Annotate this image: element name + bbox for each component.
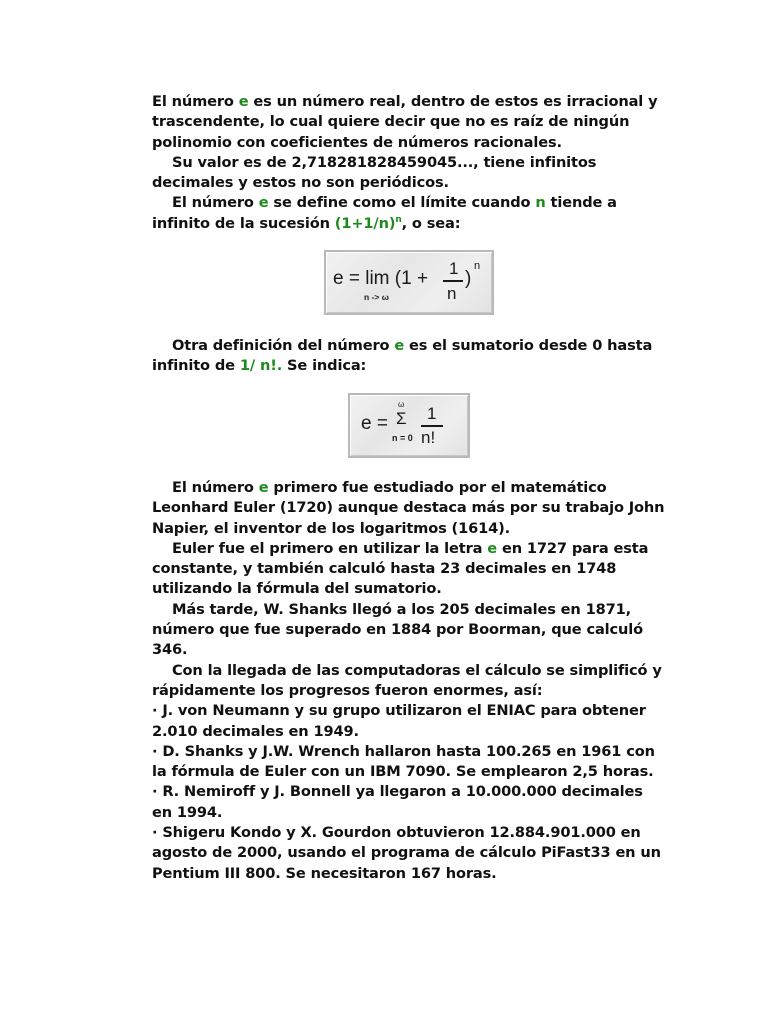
formula-lhs: e = lim (1 +	[333, 268, 429, 289]
text-line: trascendente, lo cual quiere decir que no es raíz de ningún	[152, 113, 630, 131]
fraction-denominator: n!	[421, 428, 436, 447]
text-line: El número e se define como el límite cuando n tiende a	[172, 194, 617, 212]
text-line: Napier, el inventor de los logaritmos (1614).	[152, 519, 511, 537]
list-item-continuation: agosto de 2000, usando el programa de cálculo PiFast33 en un	[152, 844, 661, 862]
formula-lhs: e =	[361, 413, 388, 434]
text-line: polinomio con coeficientes de números racionales.	[152, 133, 562, 151]
text-line: El número e es un número real, dentro de estos es irracional y	[152, 93, 658, 110]
sum-definition-section	[152, 336, 664, 377]
fraction-bar	[421, 425, 443, 427]
formula-exponent: n	[474, 260, 481, 272]
sigma-symbol: Σ	[396, 409, 407, 428]
text-line: Su valor es de 2,718281828459045..., tiene infinitos	[172, 153, 597, 171]
text-line: Otra definición del número e es el sumatorio desde 0 hasta	[172, 337, 653, 354]
list-item-continuation: 2.010 decimales en 1949.	[152, 722, 359, 740]
list-item: · J. von Neumann y su grupo utilizaron el ENIAC para obtener	[152, 702, 646, 720]
e-highlight: e	[394, 337, 405, 354]
text-line: rápidamente los progresos fueron enormes, así:	[152, 681, 543, 699]
list-item: · D. Shanks y J.W. Wrench hallaron hasta 100.265 en 1961 con	[152, 742, 655, 760]
fraction-bar	[443, 280, 463, 282]
closing-paren: )	[465, 268, 472, 289]
e-highlight: e	[238, 93, 249, 110]
limit-formula-image	[324, 250, 494, 315]
sum-formula-image	[348, 393, 470, 458]
text-line: Leonhard Euler (1720) aunque destaca más por su trabajo John	[152, 499, 665, 517]
text-line: utilizando la fórmula del sumatorio.	[152, 580, 442, 598]
text-line: 346.	[152, 641, 188, 659]
list-item-continuation: Pentium III 800. Se necesitaron 167 horas.	[152, 864, 497, 882]
sequence-highlight: $(1+1/n)^n$	[334, 214, 402, 232]
list-item-continuation: en 1994.	[152, 803, 223, 821]
factorial-highlight: 1/ n!.	[239, 357, 283, 375]
list-item: · Shigeru Kondo y X. Gourdon obtuvieron 12.884.901.000 en	[152, 824, 641, 842]
text-line: número que fue superado en 1884 por Boorman, que calculó	[152, 621, 643, 639]
fraction-numerator: 1	[449, 259, 459, 278]
text-line: infinito de la sucesión $(1+1/n)^n$, o sea:	[152, 214, 461, 232]
e-highlight: e	[258, 479, 269, 496]
limit-subscript: n -> ω	[364, 292, 389, 302]
text-line: Euler fue el primero en utilizar la letra e en 1727 para esta	[172, 539, 649, 557]
list-item-continuation: la fórmula de Euler con un IBM 7090. Se emplearon 2,5 horas.	[152, 763, 654, 781]
sum-upper-limit: ω	[398, 400, 405, 409]
sum-lower-limit: n = 0	[392, 433, 413, 443]
text-line: El número e primero fue estudiado por el matemático	[172, 479, 607, 496]
text-line: constante, y también calculó hasta 23 decimales en 1748	[152, 560, 617, 578]
intro-section	[152, 92, 664, 234]
list-item: · R. Nemiroff y J. Bonnell ya llegaron a 10.000.000 decimales	[152, 783, 643, 801]
text-line: Con la llegada de las computadoras el cálculo se simplificó y	[172, 661, 662, 679]
fraction-numerator: 1	[427, 404, 437, 423]
n-highlight: n	[535, 194, 546, 212]
text-line: Más tarde, W. Shanks llegó a los 205 decimales en 1871,	[172, 600, 631, 618]
e-highlight: e	[258, 194, 269, 212]
text-line: infinito de 1/ n!. Se indica:	[152, 357, 367, 375]
fraction-denominator: n	[447, 284, 457, 303]
e-highlight: e	[487, 539, 498, 557]
history-section	[152, 478, 664, 884]
text-line: decimales y estos no son periódicos.	[152, 174, 449, 192]
